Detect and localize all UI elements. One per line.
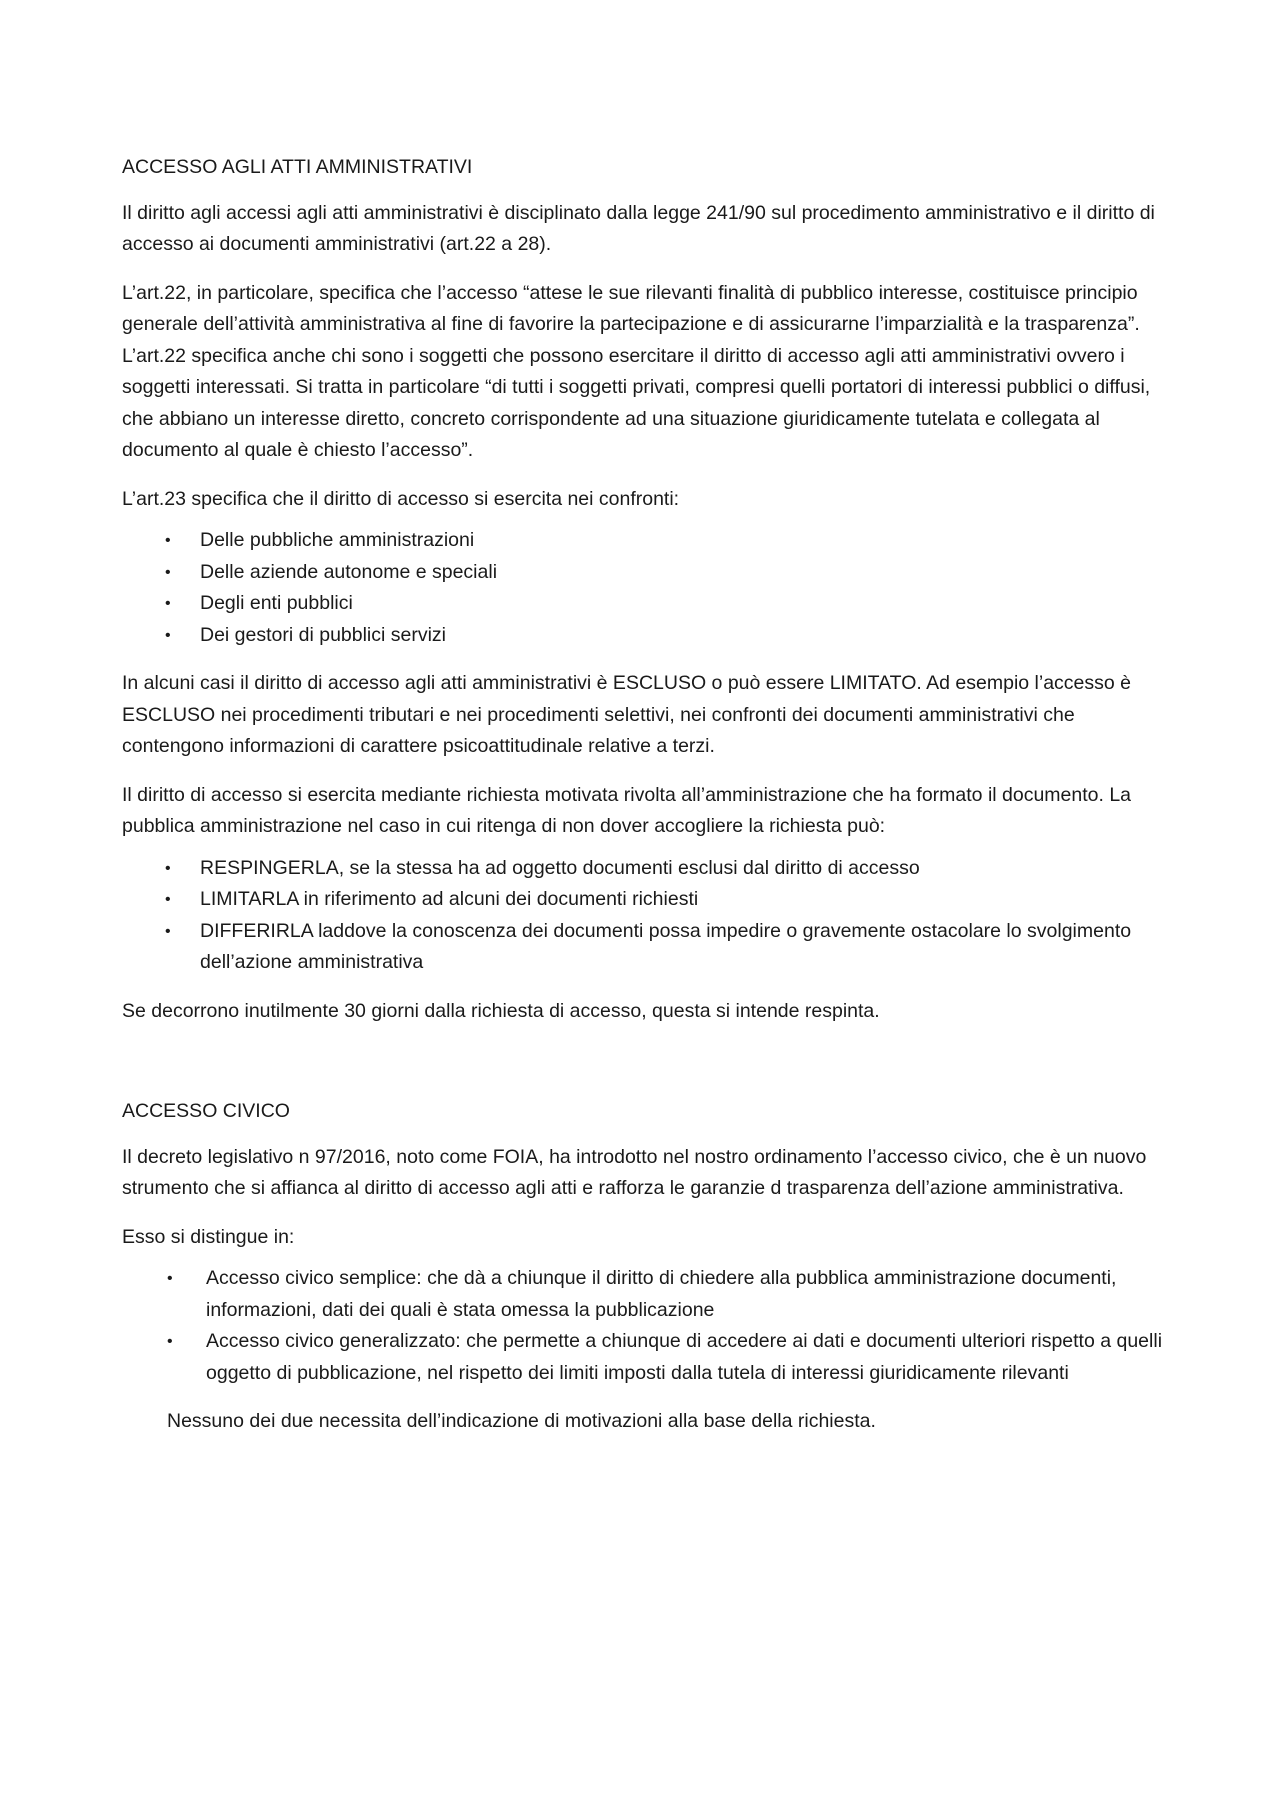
list-item-text: Accesso civico semplice: che dà a chiunque il diritto di chiedere alla pubblica amministrazione documenti, informazioni, dati dei quali è stata omessa la pubblicazione xyxy=(206,1267,1117,1321)
bullet-icon: • xyxy=(165,563,171,581)
bullet-icon: • xyxy=(165,626,171,644)
bullet-icon: • xyxy=(165,595,171,612)
list-item-text: Accesso civico generalizzato: che permette a chiunque di accedere ai dati e documenti ulteriori rispetto a quelli oggetto di pubblicazione, nel rispetto dei limiti imposti dalla tutela di interessi giuridicamente rilevanti xyxy=(206,1330,1163,1384)
section-gap xyxy=(122,1044,1172,1096)
list-item-text: Dei gestori di pubblici servizi xyxy=(200,623,447,646)
list-item xyxy=(122,1326,1172,1389)
list-item-text: Delle pubbliche amministrazioni xyxy=(200,529,475,551)
list-item xyxy=(122,853,1172,885)
list-item xyxy=(122,884,1172,916)
bullet-list-destinatari xyxy=(122,525,1172,651)
bullet-list-esiti xyxy=(122,853,1172,979)
bullet-icon: • xyxy=(165,532,171,549)
list-item-text: Delle aziende autonome e speciali xyxy=(200,560,498,583)
paragraph: Il diritto di accesso si esercita mediante richiesta motivata rivolta all’amministrazione che ha formato il documento. La pubblica amministrazione nel caso in cui ritenga di non dover accogliere la richiesta può: xyxy=(122,783,1132,837)
list-item xyxy=(122,916,1172,979)
bullet-icon: • xyxy=(165,859,171,877)
paragraph: Se decorrono inutilmente 30 giorni dalla richiesta di accesso, questa si intende respinta. xyxy=(122,999,880,1022)
list-item xyxy=(122,557,1172,589)
list-item xyxy=(122,525,1172,557)
paragraph: L’art.22, in particolare, specifica che l’accesso “attese le sue rilevanti finalità di pubblico interesse, costituisce principio generale dell’attività amministrativa al fine di favorire la partecipazione e di assicurarne l’imparzialità e la trasparenza”. L’art.22 specifica anche chi sono i soggetti che possono esercitare il diritto di accesso agli atti amministrativi ovvero i soggetti interessati. Si tratta in particolare “di tutti i soggetti privati, compresi quelli portatori di interessi pubblici o diffusi, che abbiano un interesse diretto, concreto corrispondente ad una situazione giuridicamente tutelata e collegata al documento al quale è chiesto l’accesso”. xyxy=(122,281,1151,461)
list-item xyxy=(122,1263,1172,1326)
bullet-list-tipi-accesso xyxy=(122,1263,1172,1389)
paragraph: Il decreto legislativo n 97/2016, noto come FOIA, ha introdotto nel nostro ordinamento l’accesso civico, che è un nuovo strumento che si affianca al diritto di accesso agli atti e rafforza le garanzie d trasparenza dell’azione amministrativa. xyxy=(122,1145,1147,1199)
bullet-icon: • xyxy=(165,922,171,940)
paragraph: L’art.23 specifica che il diritto di accesso si esercita nei confronti: xyxy=(122,487,680,510)
paragraph: Nessuno dei due necessita dell’indicazione di motivazioni alla base della richiesta. xyxy=(167,1410,876,1432)
list-item-text: Degli enti pubblici xyxy=(200,592,353,614)
document-body xyxy=(122,152,1172,1455)
list-item-text: DIFFERIRLA laddove la conoscenza dei documenti possa impedire o gravemente ostacolare lo svolgimento dell’azione amministrativa xyxy=(200,919,1132,973)
list-item-text: RESPINGERLA, se la stessa ha ad oggetto documenti esclusi dal diritto di accesso xyxy=(200,856,920,879)
paragraph: In alcuni casi il diritto di accesso agli atti amministrativi è ESCLUSO o può essere LIMITATO. Ad esempio l’accesso è ESCLUSO nei procedimenti tributari e nei procedimenti selettivi, nei confronti dei documenti amministrativi che contengono informazioni di carattere psicoattitudinale relative a terzi. xyxy=(122,672,1132,757)
list-item xyxy=(122,620,1172,652)
section-title-accesso-atti: ACCESSO AGLI ATTI AMMINISTRATIVI xyxy=(122,156,473,178)
list-item-text: LIMITARLA in riferimento ad alcuni dei documenti richiesti xyxy=(200,888,699,910)
paragraph: Il diritto agli accessi agli atti amministrativi è disciplinato dalla legge 241/90 sul procedimento amministrativo e il diritto di accesso ai documenti amministrativi (art.22 a 28). xyxy=(122,201,1155,255)
list-item xyxy=(122,588,1172,620)
bullet-icon: • xyxy=(167,1270,173,1287)
section-title-accesso-civico: ACCESSO CIVICO xyxy=(122,1100,290,1122)
bullet-icon: • xyxy=(167,1333,173,1350)
bullet-icon: • xyxy=(165,891,171,908)
paragraph: Esso si distingue in: xyxy=(122,1225,295,1248)
